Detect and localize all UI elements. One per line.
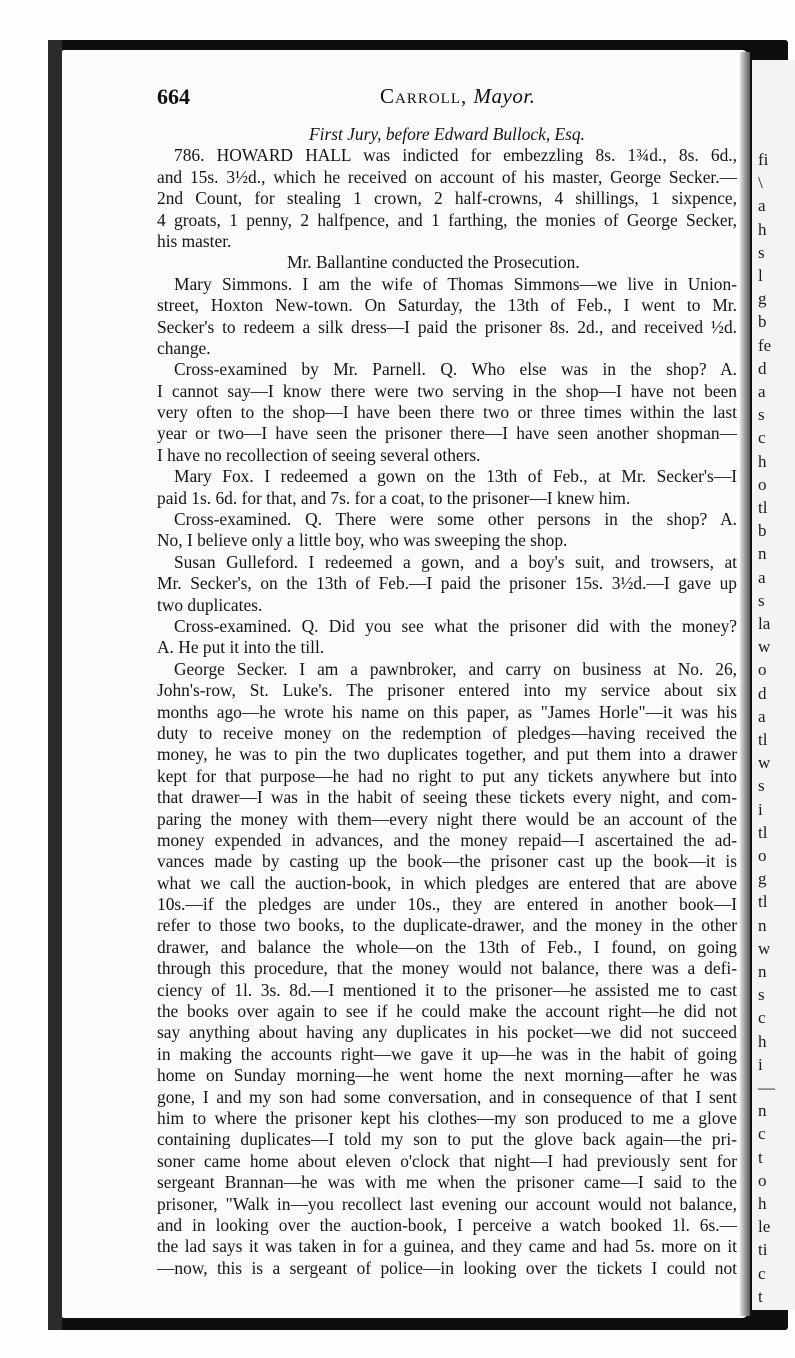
facing-page-letter: n — [758, 1101, 767, 1121]
facing-page-letter: g — [758, 289, 767, 309]
text-line: say anything about having any duplicates in his pocket—we did not succeed — [157, 1022, 737, 1043]
running-title-name: Carroll, — [380, 84, 468, 108]
facing-page-letter: b — [758, 312, 767, 332]
facing-page-letter: n — [758, 915, 767, 935]
facing-page-letter: d — [758, 683, 767, 703]
facing-page-letter: c — [758, 428, 766, 448]
facing-page-letter: fe — [758, 335, 772, 355]
text-line: through this procedure, that the money would not balance, there was a defi- — [157, 958, 737, 979]
facing-page-letter: s — [758, 590, 765, 610]
facing-page-letter: o — [758, 660, 767, 680]
running-head — [157, 80, 737, 110]
text-line: that drawer—I was in the habit of seeing these tickets every night, and com- — [157, 787, 737, 808]
facing-page-letter: \ — [758, 173, 763, 193]
facing-page-letter: b — [758, 521, 767, 541]
facing-page-letter: tl — [758, 730, 768, 749]
page-number: 664 — [157, 84, 190, 109]
facing-page-letter: s — [758, 776, 765, 796]
facing-page-letter: a — [758, 382, 766, 401]
text-line: ciency of 1l. 3s. 8d.—I mentioned it to the prisoner—he assisted me to cast — [157, 979, 737, 1000]
text-line: him to where the prisoner kept his clothes—my son produced to me a glove — [157, 1107, 737, 1128]
facing-page-letter: — — [758, 1078, 775, 1097]
facing-page-letter: w — [758, 637, 771, 657]
text-line: First Jury, before Edward Bullock, Esq. — [309, 124, 585, 144]
text-line: sergeant Brannan—he was with me when the prisoner came—I said to the — [157, 1172, 737, 1193]
facing-page-letter: o — [758, 846, 767, 865]
text-line: I have no recollection of seeing several others. — [157, 444, 481, 465]
facing-page-letter: tl — [758, 822, 768, 842]
body-text — [157, 124, 737, 1279]
text-line: Mary Simmons. I am the wife of Thomas Simmons—we live in Union- — [174, 273, 737, 294]
running-title-office: Mayor. — [473, 84, 536, 108]
facing-page-letter: i — [758, 799, 763, 819]
text-line: gone, I and my son had some conversation, and in consequence of that I sent — [157, 1086, 737, 1107]
facing-page-letter: c — [758, 1263, 766, 1283]
book-spine — [48, 40, 62, 1330]
text-line: the books over again to see if he could make the account right—he did not — [157, 1001, 737, 1022]
text-line: No, I believe only a little boy, who was sweeping the shop. — [157, 530, 568, 551]
text-line: very often to the shop—I have been there two or three times within the last — [157, 402, 737, 423]
text-line: 4 groats, 1 penny, 2 halfpence, and 1 farthing, the monies of George Secker, — [157, 209, 737, 230]
facing-page-letter: h — [758, 1194, 767, 1213]
text-line: paring the money with them—every night there would be an account of the — [157, 808, 737, 829]
text-line: change. — [157, 337, 211, 358]
text-line: John's-row, St. Luke's. The prisoner entered into my service about six — [157, 680, 737, 701]
text-line: Cross-examined by Mr. Parnell. Q. Who else was in the shop? A. — [174, 359, 737, 380]
facing-page-letter: n — [758, 544, 767, 564]
facing-page-letter: a — [758, 196, 766, 216]
text-line: duty to receive money on the redemption of pledges—having received the — [157, 722, 737, 743]
facing-page-letter: s — [758, 242, 765, 262]
text-line: Susan Gulleford. I redeemed a gown, and a boy's suit, and trowsers, at — [174, 551, 737, 572]
facing-page-letter: w — [758, 753, 771, 773]
text-line: money expended in advances, and the money repaid—I ascertained the ad- — [157, 829, 737, 850]
facing-page-letter: a — [758, 706, 766, 726]
facing-page-letter: o — [758, 1170, 767, 1190]
facing-page-letter: t — [758, 1286, 763, 1306]
page-gutter-shadow — [740, 52, 750, 1316]
facing-page-letter: l — [758, 266, 763, 285]
text-line: Cross-examined. Q. There were some other persons in the shop? A. — [174, 509, 737, 530]
text-line: vances made by casting up the book—the prisoner cast up the book—it is — [157, 851, 737, 872]
text-line: months ago—he wrote his name on this paper, as "James Horle"—it was his — [157, 701, 737, 722]
facing-page-letter: g — [758, 869, 767, 889]
text-line: what we call the auction-book, in which pledges are entered that are above — [157, 872, 737, 893]
facing-page-letter: i — [758, 1054, 763, 1074]
text-line: kept for that purpose—he had no right to put any tickets anywhere but into — [157, 765, 737, 786]
text-line: prisoner, "Walk in—you recollect last evening our account would not balance, — [157, 1193, 737, 1214]
text-line: street, Hoxton New-town. On Saturday, the 13th of Feb., I went to Mr. — [157, 295, 737, 316]
facing-page-letter: a — [758, 567, 766, 587]
facing-page-letter: d — [758, 358, 767, 378]
text-line: and in looking over the auction-book, I perceive a watch booked 1l. 6s.— — [157, 1214, 737, 1235]
text-line: soner came home about eleven o'clock that night—I had previously sent for — [157, 1150, 737, 1171]
text-line: in making the accounts right—we gave it up—he was in the habit of going — [157, 1043, 737, 1064]
facing-page-letter: h — [758, 219, 767, 239]
facing-page-letter: s — [758, 405, 765, 425]
text-line: 786. HOWARD HALL was indicted for embezzling 8s. 1¾d., 8s. 6d., — [174, 145, 737, 166]
facing-page-letter: la — [758, 614, 771, 633]
facing-page-letter: h — [758, 1031, 767, 1051]
text-line: home on Sunday morning—he went home the next morning—after he was — [157, 1065, 737, 1086]
text-line: Mr. Secker's, on the 13th of Feb.—I paid the prisoner 15s. 3½d.—I gave up — [157, 573, 737, 594]
text-line: I cannot say—I know there were two serving in the shop—I have not been — [157, 380, 737, 401]
facing-page-letter: w — [758, 938, 771, 958]
text-line: and 15s. 3½d., which he received on account of his master, George Secker.— — [157, 166, 737, 187]
text-line: Mr. Ballantine conducted the Prosecution. — [287, 252, 580, 273]
text-line: his master. — [157, 230, 232, 251]
text-line: drawer, and balance the whole—on the 13th of Feb., I found, on going — [157, 936, 737, 957]
text-line: 10s.—if the pledges are under 10s., they are entered in another book—I — [157, 894, 737, 915]
text-line: refer to those two books, to the duplicate-drawer, and the money in the other — [157, 915, 737, 936]
facing-page-letter: le — [758, 1217, 771, 1237]
facing-page-letter: tl — [758, 498, 768, 517]
text-line: two duplicates. — [157, 594, 263, 615]
text-line: paid 1s. 6d. for that, and 7s. for a coat, to the prisoner—I knew him. — [157, 487, 631, 508]
facing-page-letter: o — [758, 474, 767, 494]
facing-page-letter: c — [758, 1124, 766, 1144]
text-line: 2nd Count, for stealing 1 crown, 2 half-crowns, 4 shillings, 1 sixpence, — [157, 188, 737, 209]
text-line: A. He put it into the till. — [157, 637, 325, 658]
facing-page-letter: h — [758, 451, 767, 471]
facing-page-letter: n — [758, 962, 767, 981]
running-title — [380, 84, 535, 109]
facing-page-letter: ti — [758, 1240, 768, 1260]
text-line: Mary Fox. I redeemed a gown on the 13th of Feb., at Mr. Secker's—I — [174, 466, 737, 487]
facing-page-fragment — [752, 60, 795, 1310]
facing-page-letter: s — [758, 985, 765, 1005]
text-line: George Secker. I am a pawnbroker, and carry on business at No. 26, — [174, 658, 737, 679]
facing-page-letter: c — [758, 1008, 766, 1028]
text-line: money, he was to pin the two duplicates together, and put them into a drawer — [157, 744, 737, 765]
facing-page-letter: t — [758, 1147, 763, 1167]
text-line: —now, this is a sergeant of police—in looking over the tickets I could not — [157, 1257, 737, 1278]
text-line: the lad says it was taken in for a guinea, and they came and had 5s. more on it — [157, 1236, 737, 1257]
text-line: containing duplicates—I told my son to put the glove back again—the pri- — [157, 1129, 737, 1150]
text-line: Cross-examined. Q. Did you see what the prisoner did with the money? — [174, 615, 737, 636]
text-line: Secker's to redeem a silk dress—I paid the prisoner 8s. 2d., and received ½d. — [157, 316, 737, 337]
facing-page-letter: fi — [758, 150, 769, 169]
facing-page-letter: tl — [758, 892, 768, 912]
text-line: year or two—I have seen the prisoner there—I have seen another shopman— — [157, 423, 737, 444]
